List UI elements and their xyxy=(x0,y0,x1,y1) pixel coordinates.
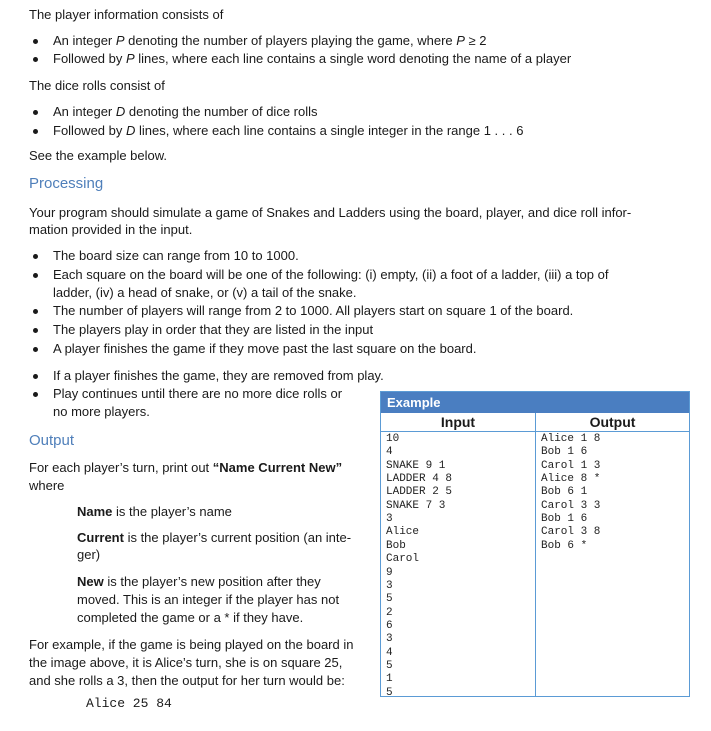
output-para-line-1: For each player’s turn, print out “Name Current New” xyxy=(29,460,343,475)
output-line: Bob 6 1 xyxy=(541,486,588,499)
input-line: 2 xyxy=(386,606,393,619)
column-divider xyxy=(535,413,536,696)
input-line: 5 xyxy=(386,659,393,672)
output-para-line-2: where xyxy=(29,478,65,493)
example-output-text: Alice 25 84 xyxy=(86,696,172,711)
input-line: Carol xyxy=(386,553,420,566)
new-description: New is the player’s new position after they xyxy=(77,574,321,589)
input-line: Bob xyxy=(386,539,406,552)
output-heading: Output xyxy=(29,432,75,449)
input-line: 3 xyxy=(386,633,393,646)
input-line: Alice xyxy=(386,526,420,539)
processing-para-line-2: mation provided in the input. xyxy=(29,222,193,237)
example-table xyxy=(380,391,690,697)
output-line: Bob 6 * xyxy=(541,539,588,552)
bullet-dot xyxy=(33,57,38,62)
current-description: Current is the player’s current position (an inte- xyxy=(77,530,352,545)
see-example-text: See the example below. xyxy=(29,148,168,163)
input-line: 10 xyxy=(386,433,400,445)
input-line: SNAKE 7 3 xyxy=(386,499,446,512)
output-line: Carol 3 3 xyxy=(541,499,601,512)
input-line: LADDER 4 8 xyxy=(386,473,453,486)
bullet-dot xyxy=(33,309,38,314)
intro-dice-text: The dice rolls consist of xyxy=(29,78,165,93)
processing-para-line-1: Your program should simulate a game of Snakes and Ladders using the board, player, and dice roll infor- xyxy=(29,205,632,220)
input-line: 5 xyxy=(386,593,393,606)
bullet-dot xyxy=(33,110,38,115)
example-para-line-1: For example, if the game is being played on the board in xyxy=(29,637,354,652)
processing-heading: Processing xyxy=(29,175,104,192)
processing-bullet-5: A player finishes the game if they move past the last square on the board. xyxy=(53,341,477,356)
example-para-line-2: the image above, it is Alice’s turn, she is on square 25, xyxy=(29,655,343,670)
input-line: 1 xyxy=(386,673,393,686)
intro-player-text: The player information consists of xyxy=(29,7,224,22)
bullet-dot xyxy=(33,254,38,259)
input-column-header: Input xyxy=(381,413,535,432)
input-line: 3 xyxy=(386,579,393,592)
bullet-dot xyxy=(33,273,38,278)
name-description: Name is the player’s name xyxy=(77,504,232,519)
input-line: 6 xyxy=(386,619,393,632)
bullet-dot xyxy=(33,392,38,397)
output-line: Carol 3 8 xyxy=(541,526,601,539)
bullet-dot xyxy=(33,374,38,379)
new-description-cont-1: moved. This is an integer if the player has not xyxy=(77,592,340,607)
output-line: Bob 1 6 xyxy=(541,446,588,459)
dice-bullet-2: Followed by D lines, where each line contains a single integer in the range 1 . . . 6 xyxy=(53,123,524,138)
bullet-dot xyxy=(33,328,38,333)
player-bullet-1: An integer P denoting the number of players playing the game, where P ≥ 2 xyxy=(53,33,487,48)
new-description-cont-2: completed the game or a * if they have. xyxy=(77,610,304,625)
processing-bullet-1: The board size can range from 10 to 1000. xyxy=(53,248,299,263)
player-bullet-2: Followed by P lines, where each line contains a single word denoting the name of a player xyxy=(53,51,572,66)
output-line: Alice 1 8 xyxy=(541,433,601,445)
processing-bullet-2: Each square on the board will be one of the following: (i) empty, (ii) a foot of a ladder, (iii) a top of xyxy=(53,267,609,282)
input-line: 4 xyxy=(386,646,393,659)
input-line: SNAKE 9 1 xyxy=(386,459,446,472)
play-bullet-2: Play continues until there are no more dice rolls or xyxy=(53,386,343,401)
input-line: 9 xyxy=(386,566,393,579)
input-line: 5 xyxy=(386,686,393,699)
dice-bullet-1: An integer D denoting the number of dice rolls xyxy=(53,104,318,119)
output-line: Bob 1 6 xyxy=(541,513,588,526)
play-bullet-2-cont: no more players. xyxy=(53,404,150,419)
input-line: 4 xyxy=(386,446,393,459)
output-line: Alice 8 * xyxy=(541,473,601,486)
bullet-dot xyxy=(33,347,38,352)
bullet-dot xyxy=(33,129,38,134)
play-bullet-1: If a player finishes the game, they are removed from play. xyxy=(53,368,384,383)
processing-bullet-2-cont: ladder, (iv) a head of snake, or (v) a tail of the snake. xyxy=(53,285,357,300)
processing-bullet-3: The number of players will range from 2 to 1000. All players start on square 1 of the board. xyxy=(53,303,574,318)
output-line: Carol 1 3 xyxy=(541,459,601,472)
input-line: LADDER 2 5 xyxy=(386,486,453,499)
example-table-title: Example xyxy=(381,392,689,413)
current-description-cont: ger) xyxy=(77,547,101,562)
output-column-header: Output xyxy=(536,413,689,432)
processing-bullet-4: The players play in order that they are listed in the input xyxy=(53,322,374,337)
example-para-line-3: and she rolls a 3, then the output for her turn would be: xyxy=(29,673,345,688)
input-line: 3 xyxy=(386,513,393,526)
bullet-dot xyxy=(33,39,38,44)
